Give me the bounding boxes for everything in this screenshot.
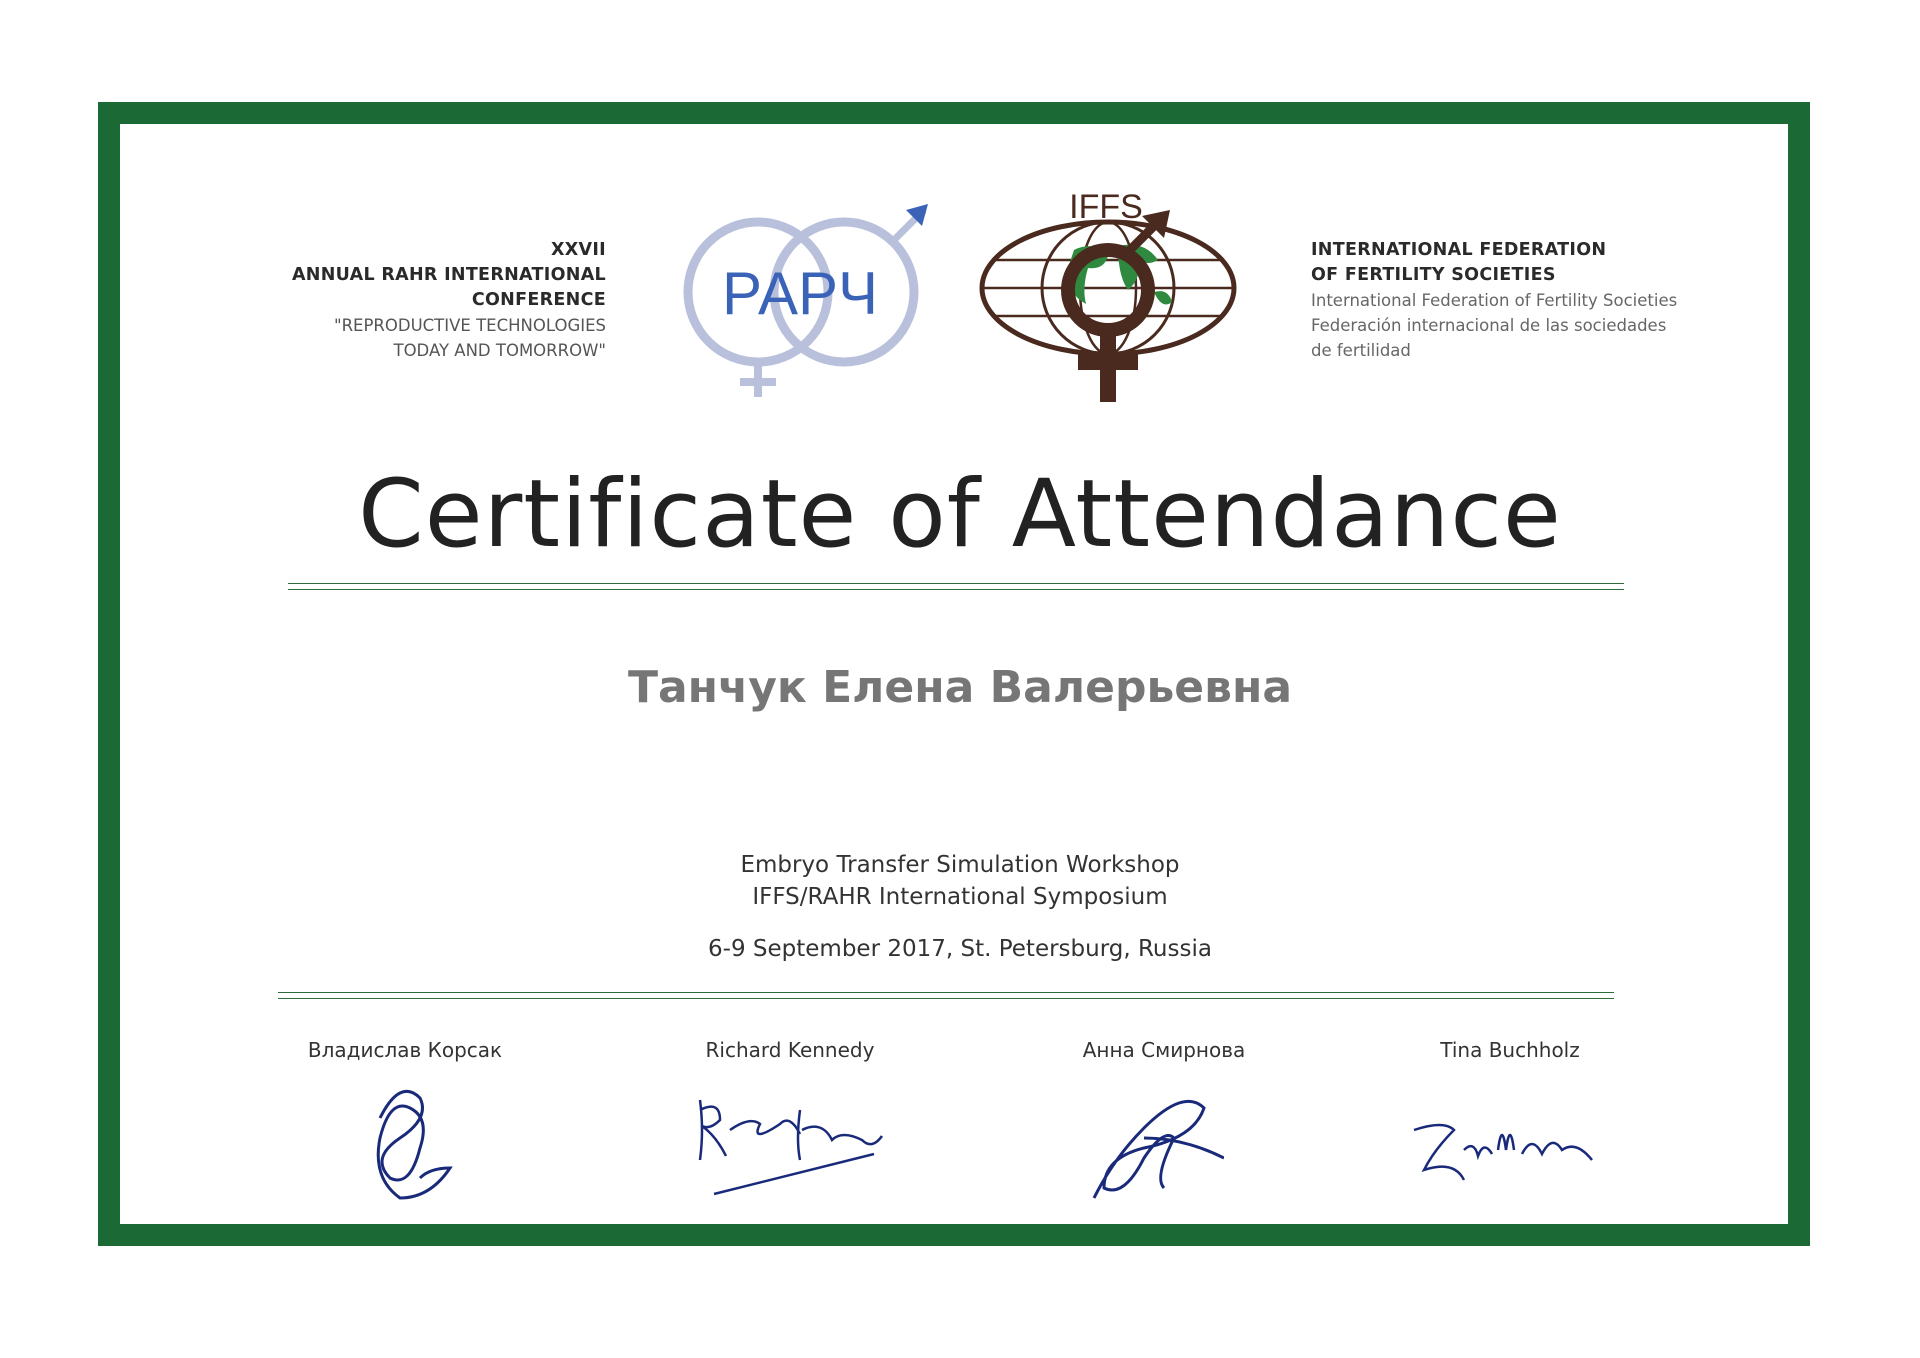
signatory-name: Владислав Корсак [307,1038,503,1062]
conference-title-line1: ANNUAL RAHR INTERNATIONAL [291,265,606,285]
title-divider-top [288,583,1624,584]
recipient-name: Танчук Елена Валерьевна [627,662,1293,713]
signature-korsak [350,1078,460,1208]
conference-theme-line2: TODAY AND TOMORROW" [393,341,606,360]
rahr-logo-text: РАРЧ [721,260,879,327]
signature-kennedy [690,1090,890,1200]
conference-theme-line1: "REPRODUCTIVE TECHNOLOGIES [334,316,606,335]
event-date-place: 6-9 September 2017, St. Petersburg, Russia [708,936,1212,962]
signature-divider-top [278,992,1614,993]
rahr-logo [678,200,934,400]
signatory-name: Richard Kennedy [705,1038,875,1062]
title-divider-bottom [288,589,1624,590]
event-symposium: IFFS/RAHR International Symposium [752,884,1168,910]
signatory-name: Анна Смирнова [1082,1038,1246,1062]
federation-name-spanish-line2: de fertilidad [1311,341,1411,360]
certificate-title: Certificate of Attendance [358,460,1562,569]
federation-name-spanish-line1: Federación internacional de las sociedades [1311,316,1667,335]
signatory-name: Tina Buchholz [1440,1038,1580,1062]
iffs-logo [978,180,1240,406]
iffs-federation-info [1311,238,1677,363]
federation-name-line2: OF FERTILITY SOCIETIES [1311,265,1556,285]
iffs-logo-text: IFFS [1069,188,1143,226]
federation-name-english: International Federation of Fertility Societies [1311,291,1678,310]
signature-smirnova [1084,1088,1224,1208]
signature-buchholz [1404,1110,1614,1190]
conference-number: XXVII [550,240,606,260]
signature-divider-bottom [278,998,1614,999]
conference-title-line2: CONFERENCE [471,290,606,310]
event-title: Embryo Transfer Simulation Workshop [740,852,1180,878]
federation-name-line1: INTERNATIONAL FEDERATION [1311,240,1607,260]
rahr-conference-info [292,238,606,363]
